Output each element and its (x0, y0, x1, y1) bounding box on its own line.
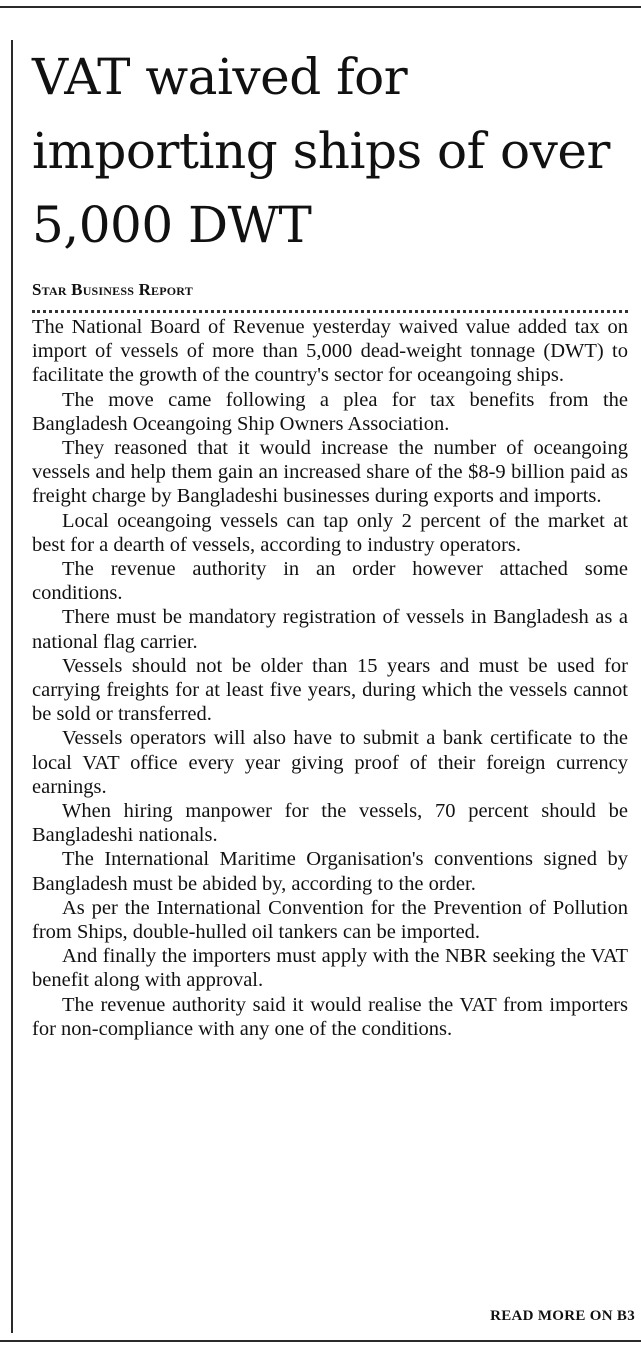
paragraph: They reasoned that it would increase the number of oceangoing vessels and help them gain an increased share of the $8-9 billion paid as freight charge by Bangladeshi businesses during exports and imports. (32, 437, 628, 508)
article-body (32, 315, 628, 1041)
paragraph: The International Maritime Organisation's conventions signed by Bangladesh must be abided by, according to the order. (32, 848, 628, 895)
bottom-rule (0, 1340, 641, 1342)
read-more-link[interactable]: READ MORE ON B3 (490, 1308, 635, 1324)
paragraph: The move came following a plea for tax benefits from the Bangladesh Oceangoing Ship Owners Association. (32, 388, 628, 435)
top-rule (0, 6, 641, 8)
paragraph: There must be mandatory registration of vessels in Bangladesh as a national flag carrier. (32, 606, 628, 653)
paragraph: When hiring manpower for the vessels, 70 percent should be Bangladeshi nationals. (32, 800, 628, 847)
paragraph: The National Board of Revenue yesterday waived value added tax on import of vessels of more than 5,000 dead-weight tonnage (DWT) to facilitate the growth of the country's sector for oceangoing ships. (32, 316, 628, 387)
paragraph: Vessels operators will also have to submit a bank certificate to the local VAT office every year giving proof of their foreign currency earnings. (32, 727, 628, 798)
headline: VAT waived for importing ships of over 5,000 DWT (32, 48, 610, 254)
paragraph: The revenue authority in an order however attached some conditions. (32, 558, 628, 605)
paragraph: The revenue authority said it would realise the VAT from importers for non-compliance with any one of the conditions. (32, 993, 628, 1040)
dotted-divider (32, 310, 628, 313)
paragraph: As per the International Convention for the Prevention of Pollution from Ships, double-hulled oil tankers can be imported. (32, 896, 628, 944)
news-article (32, 40, 628, 1041)
left-column-rule (11, 40, 13, 1333)
paragraph: Local oceangoing vessels can tap only 2 percent of the market at best for a dearth of vessels, according to industry operators. (32, 509, 628, 556)
paragraph: And finally the importers must apply with the NBR seeking the VAT benefit along with approval. (32, 945, 628, 992)
byline: Star Business Report (32, 280, 193, 299)
paragraph: Vessels should not be older than 15 years and must be used for carrying freights for at least five years, during which the vessels cannot be sold or transferred. (32, 654, 628, 726)
